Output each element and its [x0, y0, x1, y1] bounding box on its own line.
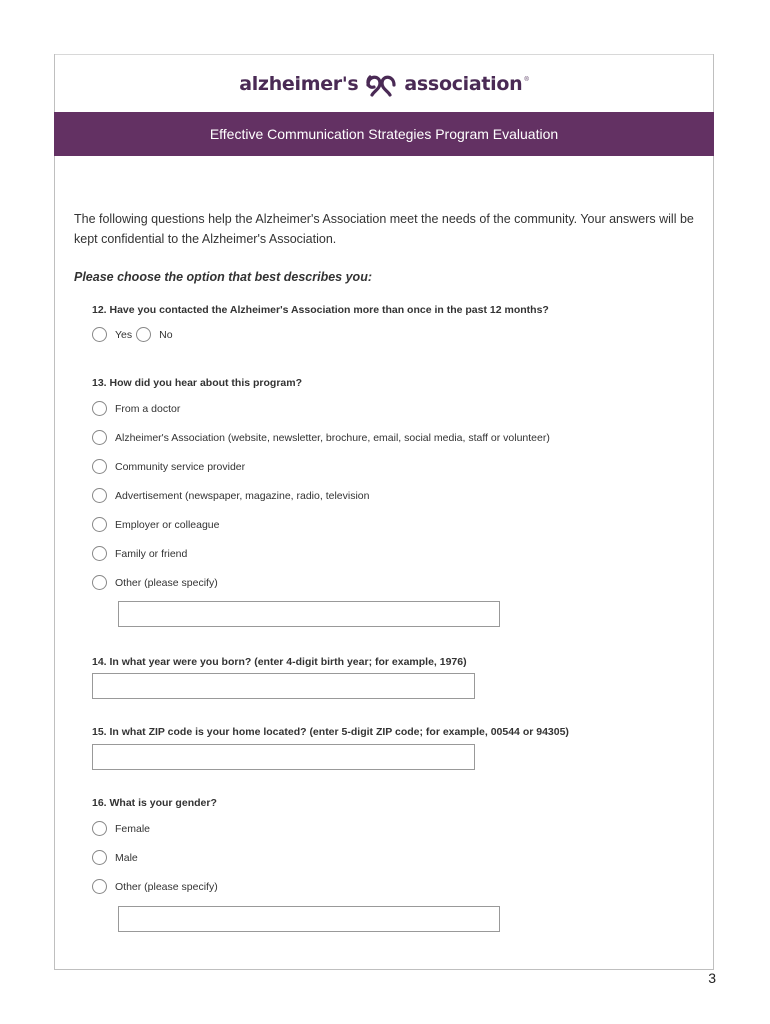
radio-button[interactable]	[92, 575, 107, 590]
radio-button[interactable]	[92, 430, 107, 445]
logo-trademark: ®	[524, 77, 529, 83]
q13-option-5[interactable]	[92, 546, 187, 561]
logo-left-text: alzheimer's	[239, 73, 359, 95]
q13-option-3[interactable]	[92, 488, 369, 503]
q13-option-6[interactable]	[92, 575, 218, 590]
q12-option-no[interactable]	[136, 327, 172, 342]
radio-button[interactable]	[92, 327, 107, 342]
q13-option-1[interactable]	[92, 430, 550, 445]
q13-option-label: Family or friend	[115, 547, 188, 560]
instruction-text: Please choose the option that best describes you:	[74, 270, 372, 284]
radio-button[interactable]	[92, 459, 107, 474]
q16-option-2[interactable]	[92, 879, 218, 894]
radio-button[interactable]	[92, 488, 107, 503]
q13-option-0[interactable]	[92, 401, 180, 416]
q13-option-2[interactable]	[92, 459, 245, 474]
q13-other-input[interactable]	[118, 601, 500, 627]
logo	[54, 62, 714, 106]
intro-text: The following questions help the Alzheimer's Association meet the needs of the community. Your answers will be kept confidential to the Alzheimer's Association.	[74, 212, 694, 246]
radio-button[interactable]	[92, 821, 107, 836]
radio-button[interactable]	[92, 850, 107, 865]
q13-label: 13. How did you hear about this program?	[92, 377, 303, 389]
q14-label: 14. In what year were you born? (enter 4-digit birth year; for example, 1976)	[92, 656, 467, 668]
q15-label: 15. In what ZIP code is your home located? (enter 5-digit ZIP code; for example, 00544 or 94305)	[92, 726, 569, 738]
q16-option-1[interactable]	[92, 850, 138, 865]
radio-button[interactable]	[92, 401, 107, 416]
q13-option-label: Advertisement (newspaper, magazine, radio, television	[115, 489, 370, 502]
radio-button[interactable]	[92, 517, 107, 532]
alzheimers-logo-icon	[364, 69, 398, 99]
radio-button[interactable]	[136, 327, 151, 342]
title-banner	[54, 112, 714, 156]
q12-options	[92, 327, 177, 342]
q13-option-label: From a doctor	[115, 402, 181, 415]
q16-option-label: Other (please specify)	[115, 880, 218, 893]
q13-option-label: Community service provider	[115, 460, 246, 473]
q16-option-0[interactable]	[92, 821, 150, 836]
logo-right-text: association	[404, 73, 523, 95]
q12-option-yes[interactable]	[92, 327, 132, 342]
radio-button[interactable]	[92, 879, 107, 894]
page-number: 3	[708, 970, 716, 986]
q12-no-label: No	[159, 328, 173, 341]
q16-option-label: Female	[115, 822, 151, 835]
q15-zip-input[interactable]	[92, 744, 475, 770]
q16-label: 16. What is your gender?	[92, 797, 217, 809]
q12-label: 12. Have you contacted the Alzheimer's Association more than once in the past 12 months?	[92, 304, 549, 316]
q13-option-label: Employer or colleague	[115, 518, 220, 531]
q12-yes-label: Yes	[115, 328, 133, 341]
page-frame	[54, 54, 714, 970]
radio-button[interactable]	[92, 546, 107, 561]
q14-birth-year-input[interactable]	[92, 673, 475, 699]
q13-option-label: Other (please specify)	[115, 576, 218, 589]
banner-title: Effective Communication Strategies Program Evaluation	[209, 126, 559, 142]
q13-option-4[interactable]	[92, 517, 219, 532]
q16-option-label: Male	[115, 851, 138, 864]
q16-other-input[interactable]	[118, 906, 500, 932]
q13-option-label: Alzheimer's Association (website, newsletter, brochure, email, social media, staff or volunteer)	[115, 431, 550, 444]
